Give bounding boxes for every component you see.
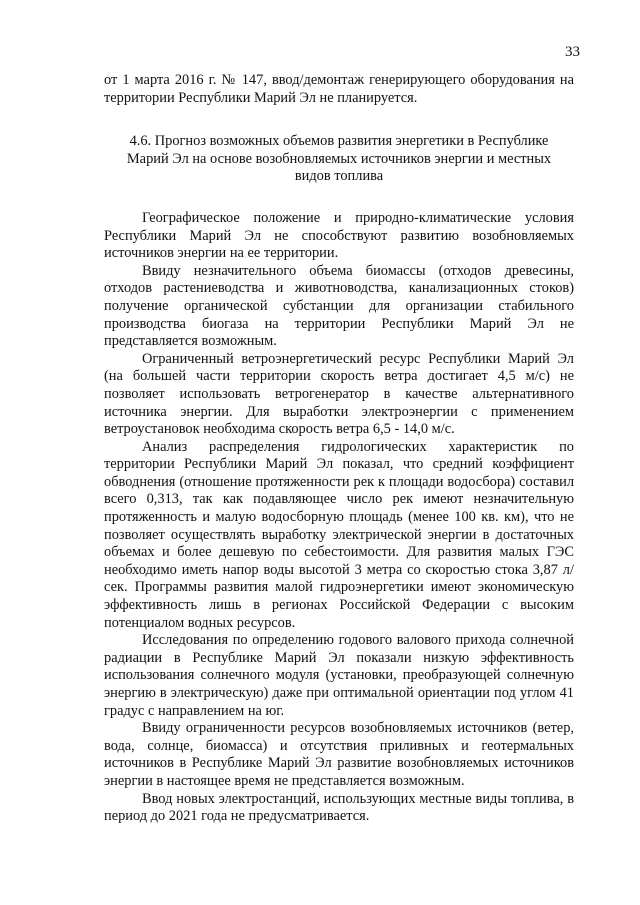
intro-paragraph: от 1 марта 2016 г. № 147, ввод/демонтаж генерирующего оборудования на территории Республики Марий Эл не планируется.: [104, 72, 574, 106]
paragraph-renewables-conclusion: Ввиду ограниченности ресурсов возобновляемых источников (ветер, вода, солнце, биомасса) и отсутствия приливных и геотермальных источников в Республике Марий Эл развитие возобновляемых источников энергии в настоящее время не представляется возможным.: [104, 720, 574, 789]
paragraph-solar: Исследования по определению годового валового прихода солнечной радиации в Республике Марий Эл показали низкую эффективность использования солнечного модуля (установки, преобразующей солнечную энергию в электрическую) даже при оптимальной ориентации под углом 41 градус с направлением на юг.: [104, 632, 574, 719]
paragraph-biomass: Ввиду незначительного объема биомассы (отходов древесины, отходов растениеводства и животноводства, канализационных стоков) получение органической субстанции для организации стабильного производства биогаза на территории Республики Марий Эл не представляется возможным.: [104, 262, 574, 350]
document-body: [104, 72, 574, 826]
paragraph-local-fuel: Ввод новых электростанций, использующих местные виды топлива, в период до 2021 года не предусматривается.: [104, 790, 574, 825]
paragraph-hydro: Анализ распределения гидрологических характеристик по территории Республики Марий Эл показал, что средний коэффициент обводнения (отношение протяженности рек к площади водосбора) составил всего 0,313, так как подавляющее число рек имеют незначительную протяженность и малую водосборную площадь (менее 100 кв. км), что не позволяет осуществлять выработку электрической энергии в достаточных объемах и более дешевую по себестоимости. Для развития малых ГЭС необходимо иметь напор воды высотой 3 метра со скоростью стока 3,87 л/сек. Программы развития малой гидроэнергетики имеют экономическую эффективность лишь в регионах Российской Федерации с высоким потенциалом водных ресурсов.: [104, 438, 574, 631]
page-number: 33: [565, 44, 580, 60]
paragraph-wind: Ограниченный ветроэнергетический ресурс Республики Марий Эл (на большей части территории скорость ветра достигает 4,5 м/с) не позволяет использовать ветрогенератор в качестве альтернативного источника энергии. Для выработки электроэнергии с применением ветроустановок необходима скорость ветра 6,5 - 14,0 м/с.: [104, 350, 574, 438]
section-heading: 4.6. Прогноз возможных объемов развития энергетики в Республике Марий Эл на основе возобновляемых источников энергии и местных видов топлива: [126, 133, 552, 185]
paragraph-geography: Географическое положение и природно-климатические условия Республики Марий Эл не способствуют развитию возобновляемых источников энергии на ее территории.: [104, 209, 574, 262]
